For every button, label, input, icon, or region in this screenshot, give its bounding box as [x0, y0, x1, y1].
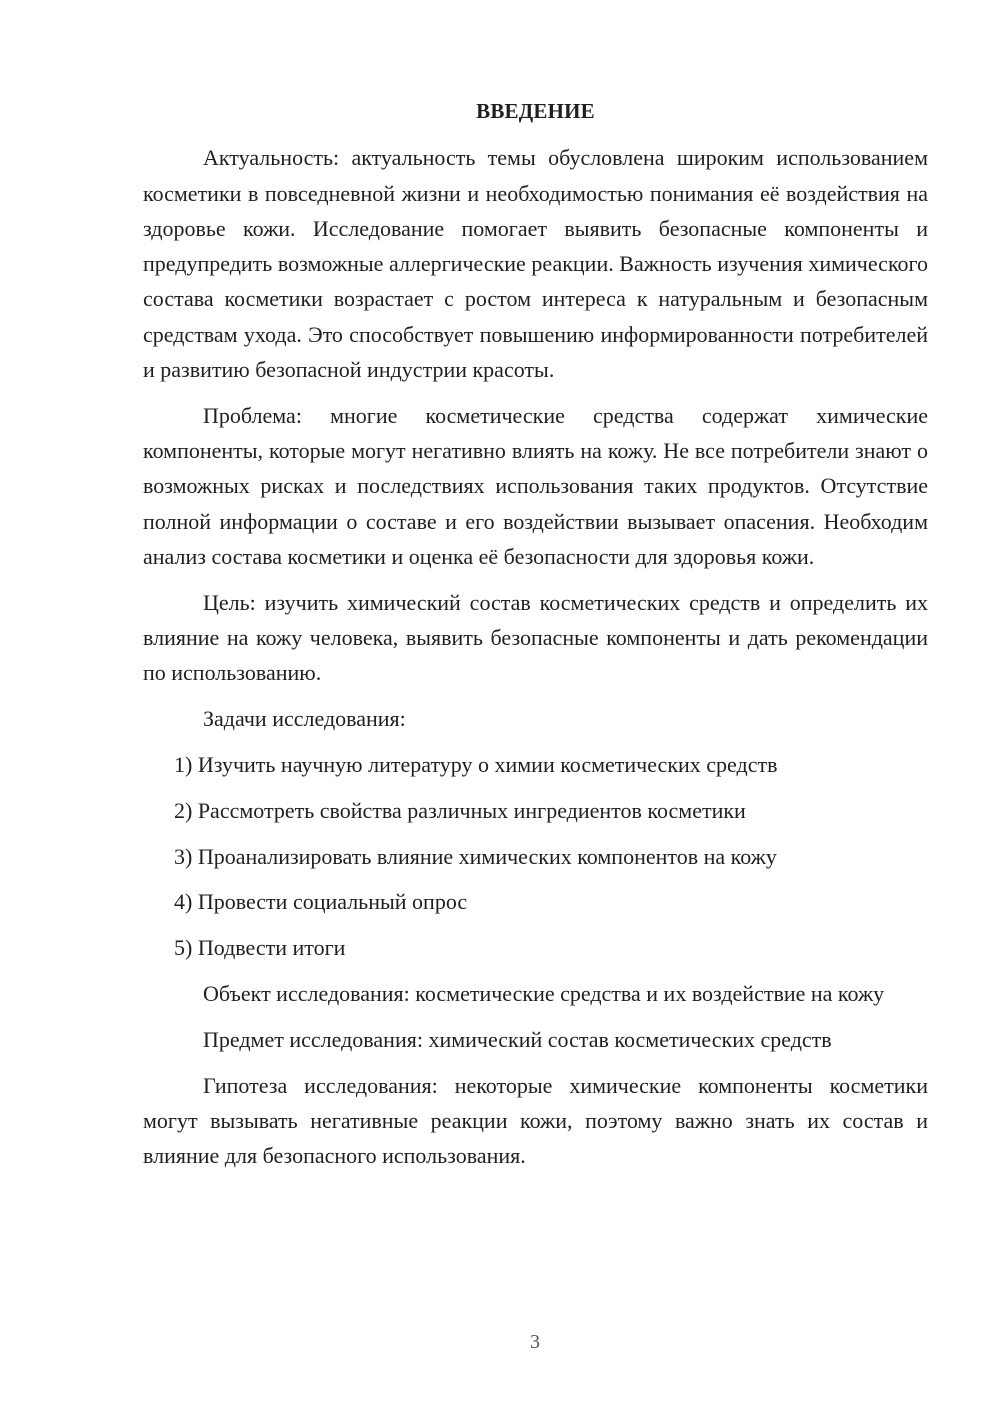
tasks-list — [143, 747, 928, 965]
problem-paragraph: Проблема: многие косметические средства содержат химические компоненты, которые могут негативно влиять на кожу. Не все потребители знают о возможных рисках и последствиях использования таких продуктов. Отсутствие полной информации о составе и его воздействии вызывает опасения. Необходим анализ состава косметики и оценка её безопасности для здоровья кожи. — [143, 402, 928, 570]
subject-paragraph: Предмет исследования: химический состав косметических средств — [203, 1026, 832, 1052]
task-item: 2) Рассмотреть свойства различных ингредиентов косметики — [174, 797, 746, 823]
tasks-heading: Задачи исследования: — [203, 706, 406, 732]
section-title: ВВЕДЕНИЕ — [476, 99, 595, 123]
task-item: 5) Подвести итоги — [174, 935, 346, 961]
task-item: 4) Провести социальный опрос — [174, 889, 468, 915]
hypothesis-paragraph: Гипотеза исследования: некоторые химические компоненты косметики могут вызывать негативные реакции кожи, поэтому важно знать их состав и влияние для безопасного использования. — [143, 1072, 928, 1169]
page-content — [143, 94, 928, 1184]
page-number: 3 — [530, 1331, 540, 1353]
task-item: 3) Проанализировать влияние химических компонентов на кожу — [174, 843, 777, 869]
object-paragraph: Объект исследования: косметические средства и их воздействие на кожу — [203, 981, 885, 1007]
task-item: 1) Изучить научную литературу о химии косметических средств — [174, 752, 778, 778]
relevance-paragraph: Актуальность: актуальность темы обусловлена широким использованием косметики в повседневной жизни и необходимостью понимания её воздействия на здоровье кожи. Исследование помогает выявить безопасные компоненты и предупредить возможные аллергические реакции. Важность изучения химического состава косметики возрастает с ростом интереса к натуральным и безопасным средствам ухода. Это способствует повышению информированности потребителей и развитию безопасной индустрии красоты. — [143, 145, 928, 383]
goal-paragraph: Цель: изучить химический состав косметических средств и определить их влияние на кожу человека, выявить безопасные компоненты и дать рекомендации по использованию. — [143, 589, 928, 686]
